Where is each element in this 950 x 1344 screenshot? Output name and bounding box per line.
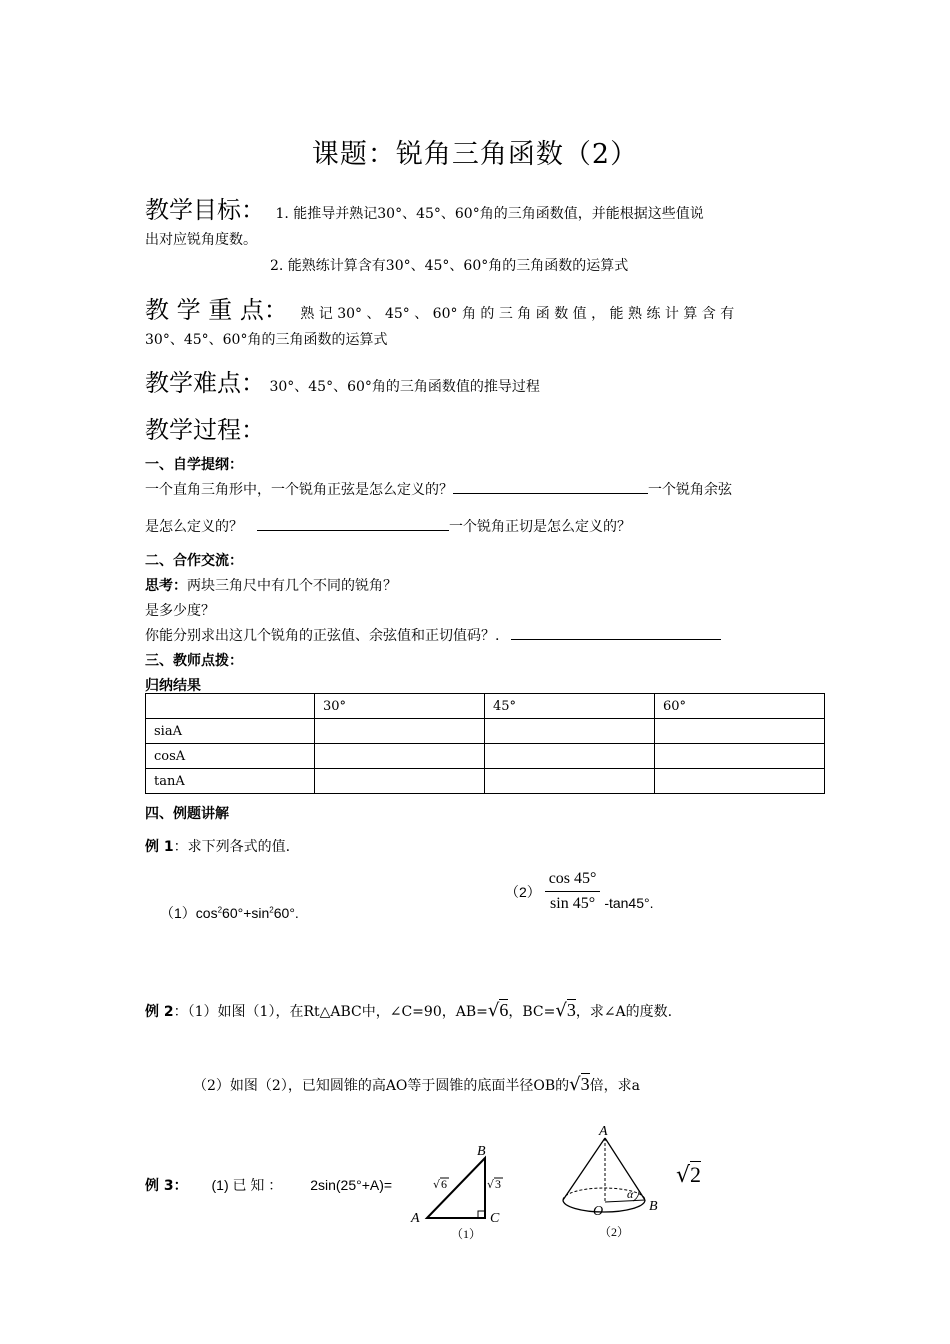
part2-number: （2） [505, 883, 541, 900]
figure-1-caption: （1） [451, 1227, 482, 1241]
label-A: A [411, 1211, 420, 1226]
right-angle-mark [478, 1211, 485, 1218]
label-B: B [477, 1144, 486, 1159]
example2-part2-b: 倍，求a [589, 1078, 641, 1094]
section2-line3: 你能分别求出这几个锐角的正弦值、余弦值和正切值码？. [145, 628, 500, 644]
label-alpha: α [627, 1187, 634, 1201]
difficulty-label: 教学难点： [145, 369, 265, 397]
table-cell[interactable] [485, 769, 655, 794]
key-points-label: 教 学 重 点： [145, 296, 288, 324]
section1-q1: 一个直角三角形中，一个锐角正弦是怎么定义的？ [145, 482, 453, 498]
section1-q3: 是怎么定义的？ [145, 519, 243, 535]
example1-text: ：求下列各式的值. [173, 839, 291, 855]
table-cell[interactable] [315, 719, 485, 744]
table-cell[interactable] [655, 769, 825, 794]
section2-line2: 是多少度？ [145, 603, 215, 619]
row-label: cosA [146, 744, 315, 769]
table-header-cell: 30° [315, 694, 485, 719]
table-cell[interactable] [485, 719, 655, 744]
example2-text-c: ，求∠A的度数. [575, 1004, 673, 1020]
label-O: O [593, 1204, 604, 1219]
section2-line3-row [145, 625, 721, 645]
row-label: siaA [146, 719, 315, 744]
answer-blank-cosine[interactable] [257, 516, 449, 531]
example1-part2 [505, 870, 654, 913]
sqrt-symbol: √ [433, 1178, 441, 1191]
example2-part2-row [193, 1074, 640, 1095]
fraction-denominator: sin 45° [550, 895, 596, 912]
sqrt-6: 6 [499, 1000, 509, 1020]
expr-cos: cos [195, 905, 218, 921]
table-cell[interactable] [315, 744, 485, 769]
sqrt-2: 2 [690, 1162, 702, 1187]
process-label: 教学过程： [145, 416, 265, 444]
sqrt-3: 3 [580, 1074, 590, 1094]
cone-right-edge [605, 1138, 645, 1200]
answer-blank-values[interactable] [511, 625, 721, 640]
sqrt-symbol: √ [555, 1000, 567, 1021]
table-cell[interactable] [485, 744, 655, 769]
objective-2: 2. 能熟练计算含有30°、45°、60°角的三角函数的运算式 [270, 258, 629, 274]
difficulty-row [145, 363, 540, 398]
key-points-row [145, 290, 734, 325]
sqrt-symbol: √ [676, 1163, 691, 1188]
fraction [545, 870, 601, 913]
label-C: C [490, 1211, 500, 1226]
table-row [146, 744, 825, 769]
difficulty-text: 30°、45°、60°角的三角函数值的推导过程 [269, 379, 540, 395]
page-title: 课题：锐角三角函数（2） [311, 139, 639, 170]
table-cell[interactable] [315, 769, 485, 794]
example3-text-b: 2sin(25°+A)= [310, 1177, 393, 1193]
trig-values-table [145, 693, 825, 794]
example2-text-a: ：（1）如图（1），在Rt△ABC中，∠C=90，AB= [173, 1004, 488, 1020]
side-ab-label: 6 [441, 1177, 447, 1191]
example3-text-a: (1) 已 知 ： [211, 1177, 283, 1193]
think-row [145, 575, 397, 595]
section3-heading: 三、教师点拨： [145, 653, 243, 669]
table-header-cell [146, 694, 315, 719]
think-label: 思考： [145, 578, 187, 594]
fraction-numerator: cos 45° [545, 870, 601, 892]
figure-2-cone [555, 1122, 670, 1244]
expr-sin: 60°+sin [222, 905, 270, 921]
figure-2-caption: （2） [599, 1225, 630, 1239]
key-points-line2: 30°、45°、60°角的三角函数的运算式 [145, 332, 388, 348]
table-header-cell: 45° [485, 694, 655, 719]
example1-label: 例 1 [145, 839, 174, 855]
figure-1-triangle [405, 1138, 515, 1243]
table-row [146, 769, 825, 794]
section4-heading: 四、例题讲解 [145, 806, 229, 822]
section1-heading: 一、自学提纲： [145, 457, 243, 473]
table-header-cell: 60° [655, 694, 825, 719]
label-A: A [599, 1124, 608, 1139]
exponent: 2 [269, 905, 274, 915]
exponent: 2 [217, 905, 223, 915]
answer-blank-sine[interactable] [453, 479, 648, 494]
objectives-row [145, 190, 704, 225]
example1-row [145, 836, 290, 856]
objective-1b: 出对应锐角度数。 [145, 232, 257, 248]
think-text: 两块三角尺中有几个不同的锐角？ [187, 578, 397, 594]
label-B: B [649, 1199, 658, 1214]
objectives-label: 教学目标： [145, 196, 265, 224]
example2-text-b: ，BC= [508, 1004, 556, 1020]
cone-radius [605, 1200, 645, 1202]
cone-base-front [563, 1200, 645, 1212]
table-header-row [146, 694, 825, 719]
table-cell[interactable] [655, 719, 825, 744]
row-label: tanA [146, 769, 315, 794]
sqrt-symbol: √ [569, 1074, 581, 1095]
example3-label: 例 3： [145, 1178, 188, 1194]
part2-tail: -tan45°. [604, 894, 654, 911]
part1-number: （1） [160, 905, 196, 921]
section1-line2 [145, 516, 631, 536]
example3-row [145, 1175, 392, 1195]
table-cell[interactable] [655, 744, 825, 769]
objective-1a: 1. 能推导并熟记30°、45°、60°角的三角函数值，并能根据这些值说 [275, 206, 704, 222]
example1-part1 [160, 903, 299, 923]
sqrt-symbol: √ [487, 1178, 495, 1191]
example2-row [145, 1000, 672, 1021]
section2-heading: 二、合作交流： [145, 553, 243, 569]
key-points-line1: 熟 记 30° 、 45° 、 60° 角 的 三 角 函 数 值 ， 能 熟 练 计 算 含 有 [300, 306, 735, 322]
example2-part2-a: （2）如图（2），已知圆锥的高AO等于圆锥的底面半径OB的 [193, 1078, 570, 1094]
section1-q4: 一个锐角正切是怎么定义的？ [449, 519, 631, 535]
summary-label: 归纳结果 [145, 678, 201, 694]
cone-left-edge [563, 1138, 605, 1200]
side-bc-label: 3 [495, 1177, 501, 1191]
example2-label: 例 2 [145, 1004, 174, 1020]
section1-q2: 一个锐角余弦 [648, 482, 732, 498]
table-row [146, 719, 825, 744]
sqrt-3: 3 [566, 1000, 576, 1020]
sqrt-symbol: √ [487, 1000, 500, 1021]
sqrt-2-expression [676, 1162, 701, 1188]
section1-line1 [145, 479, 732, 499]
expr-tail: 60°. [273, 905, 299, 921]
